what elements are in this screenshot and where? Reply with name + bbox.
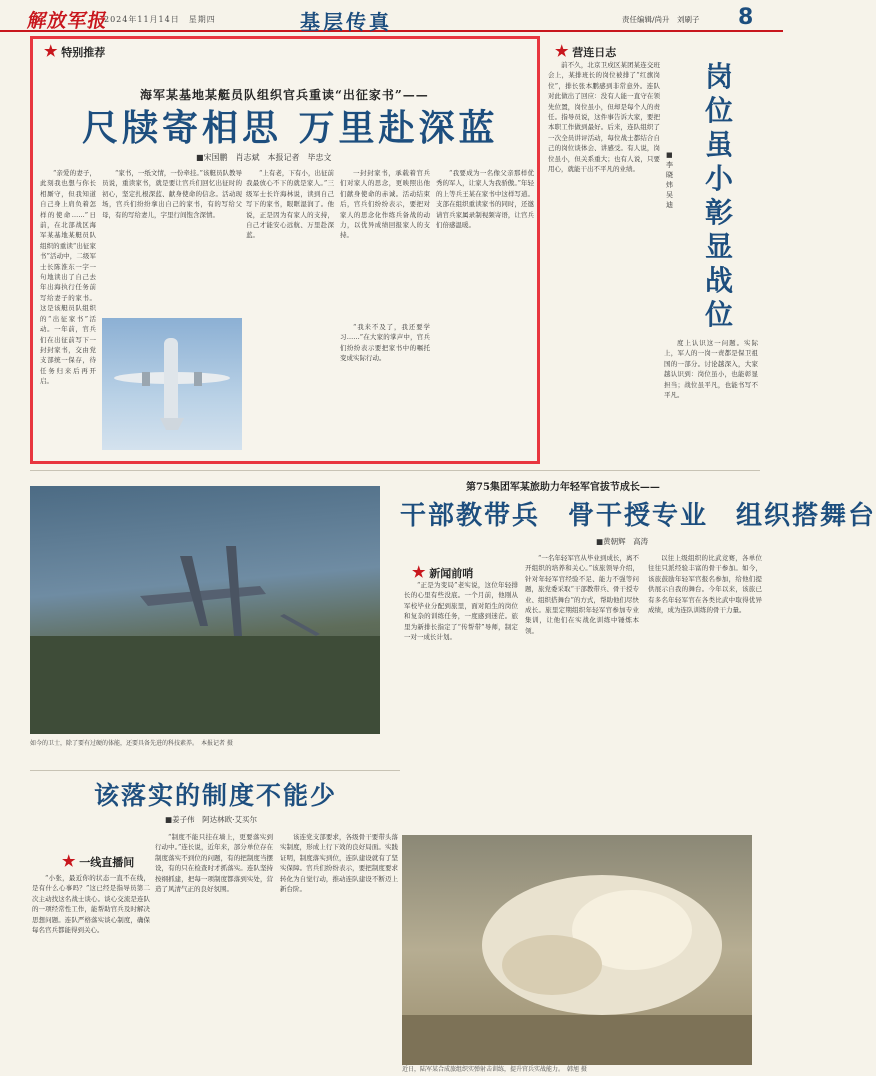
bottom-text: 该连党支部要求，各级骨干要带头落实制度，形成上行下效的良好局面。实践证明，制度落实到位，连队建设就有了坚实保障。官兵们纷纷表示，要把制度要求转化为自觉行动，推动连队建设不断迈上新台阶。 [280,833,398,894]
camp-diary-text: 度上认识这一问题。实际上，军人的一岗一责都是保卫祖国的一部分。讨论越深入，大家越认识到：岗位虽小，也能彰显担当；战位虽平凡，也能书写不平凡。 [664,339,758,400]
middle-byline: ■黄朝辉 高涛 [596,537,649,546]
featured-kicker: 海军某基地某艇员队组织官兵重读“出征家书”—— [140,88,429,102]
divider [30,470,760,471]
featured-column-5 [340,322,430,448]
middle-text: “正是为变局”老实说，这位年轻排长的心里有些没底。一个月前，他刚从军校毕业分配到旅里，面对陌生的岗位和复杂的训练任务，一度感到迷茫。旅里为新排长指定了“传帮带”导师，制定一对一成长计划。 [404,581,518,642]
news-front-label-text: 新闻前哨 [429,567,474,580]
bottom-column-3 [280,832,398,1058]
frontline-label [62,852,134,870]
issue-date: 2024年11月14日 星期四 [104,15,216,24]
camp-diary-column [548,60,660,452]
editor-credit: 责任编辑/尚升 刘刷子 [622,15,700,24]
camp-diary-headline: 岗位虽小彰显战位 [704,60,733,331]
featured-byline: ■宋国鹏 肖志斌 本报记者 毕忠文 [196,153,332,162]
section-title: 基层传真 [300,10,392,34]
explosion-illustration [402,835,752,1065]
middle-kicker: 第75集团军某旅助力年轻军官拔节成长—— [466,482,660,493]
bottom-column-2 [155,832,273,1058]
middle-column-3 [648,553,762,862]
featured-column-2 [102,168,242,313]
bottom-text: “制度不能只挂在墙上，更要落实到行动中。”连长说，近年来，部分单位存在制度落实不到位的问题，有的把制度当摆设，有的只在检查时才抓落实。连队坚持按纲抓建，把每一项制度都落到实处，营造了风清气正的良好氛围。 [155,833,273,894]
middle-text: “一名年轻军官从毕业到成长，离不开组织的培养和关心。”该旅领导介绍，针对年轻军官经验不足、能力不强等问题，旅党委采取“干部教带兵、骨干授专业、组织搭舞台”的方式，帮助他们尽快成长。旅里定期组织年轻军官参加专业集训，让他们在实战化训练中锤炼本领。 [525,554,639,635]
featured-column-4 [340,168,430,318]
star-icon: ★ [555,42,569,60]
divider [30,770,400,771]
bottom-text: “小张，最近你的状态一直不在线，是有什么心事吗？”这已经是指导员第二次主动找这名战士谈心。谈心交流是连队的一项经常性工作，能帮助官兵及时解决思想问题。连队严格落实谈心制度，确保每名官兵都能得到关心。 [32,874,150,935]
camp-diary-label-text: 营连日志 [572,46,617,59]
aircraft-photo [102,318,242,450]
featured-text: “我要成为一名像父亲那样优秀的军人，让家人为我骄傲。”年轻的上等兵王某在家书中这样写道。支部在组织重读家书的同时，还邀请官兵家属录制视频寄语，让官兵们倍感温暖。 [436,169,534,230]
camp-diary-byline: ■李晓炜 吴迪 [666,151,680,209]
camp-diary-column-2 [664,338,758,458]
aircraft-formation-photo [30,486,380,734]
featured-text: “上有老，下有小，出征前我最放心不下的就是家人。”三级军士长许海林说，读到自己写下的家书，眼眶湿润了。他说，正是因为有家人的支持，自己才能安心远航、万里赴深蓝。 [246,169,334,240]
star-icon: ★ [412,563,426,581]
bottom-column-1 [32,873,150,1058]
featured-column-6 [436,168,534,448]
middle-text: 以往上级组织的比武竞赛，各单位往往只派经验丰富的骨干参加。如今，该旅鼓励年轻军官报名参加，给他们提供展示自我的舞台。今年以来，该旅已有多名年轻军官在各类比武中取得优异成绩，成为连队训练的骨干力量。 [648,554,762,615]
featured-text: 一封封家书，承载着官兵们对家人的思念，更映照出他们献身使命的赤诚。活动结束后，官兵们纷纷表示，要把对家人的思念化作练兵备战的动力，以优异成绩回报家人的支持。 [340,169,430,240]
featured-label [44,42,105,60]
star-icon: ★ [62,852,76,870]
featured-column-1 [40,168,96,448]
frontline-label-text: 一线直播间 [79,856,135,869]
star-icon: ★ [44,42,58,60]
featured-headline: 尺牍寄相思 万里赴深蓝 [82,108,499,149]
news-front-label [412,563,473,581]
middle-headline: 干部教带兵 骨干授专业 组织搭舞台 [400,501,876,531]
bottom-headline: 该落实的制度不能少 [94,781,338,810]
camp-diary-label [555,42,616,60]
featured-column-3 [246,168,334,448]
aircraft-formation-illustration [30,486,380,734]
camp-diary-text: 前不久，北京卫戍区某团某连交班会上，某排班长的岗位被排了“红旗岗位”，排长张本鹏感到非常意外。连队对此做出了回应：没有人能一直守在领先位置，岗位虽小，但却是每个人的责任。指导员说，这件事告诉大家，要把本职工作做到最好。后来，连队组织了一次全员讲评活动，每位战士都结合自己的岗位谈体会、讲感受。有人说，岗位虽小，但关系重大；也有人说，只要用心，就能干出不平凡的业绩。 [548,61,660,174]
featured-text: “家书，一纸文情，一份牵挂。”该艇员队教导员说，重读家书，就是要让官兵们回忆出征时的初心，坚定扎根深蓝、献身使命的信念。活动现场，官兵们纷纷拿出自己的家书，有的写给父母，有的写给妻儿，字里行间饱含深情。 [102,169,242,219]
featured-label-text: 特别推荐 [61,46,106,59]
photo-caption: 近日，陆军某合成旅组织实弹射击训练，提升官兵实战能力。 韩旭 摄 [402,1066,587,1073]
newspaper-logo: 解放军报 [25,10,110,32]
aircraft-illustration [102,318,242,450]
page-number: 8 [738,5,754,30]
middle-column-2 [525,553,639,862]
photo-caption: 如今的卫士，除了要有过硬的体能，还要具备先进的科技素养。 本报记者 摄 [30,740,233,747]
featured-text: “我来不及了，我还要学习……”在大家的掌声中，官兵们纷纷表示要把家书中的嘱托变成实际行动。 [340,323,430,363]
middle-column-1 [404,580,518,862]
bottom-byline: ■姜子伟 阿达林欧·艾买尔 [165,815,257,824]
featured-text: “亲爱的妻子，此刻我也想与你长相厮守，但我知道自己身上肩负着怎样的使命……”日前，在北部战区海军某基地某艇员队组织的重读“出征家书”活动中，二级军士长陈淮东一字一句地读出了自己去年出海执行任务前写给妻子的家书。这是该艇员队组织的“出征家书”活动。一年前，官兵们在出征前写下一封封家书，交由党支部统一保存，待任务归来后再开启。 [40,169,96,386]
live-fire-photo [402,835,752,1065]
